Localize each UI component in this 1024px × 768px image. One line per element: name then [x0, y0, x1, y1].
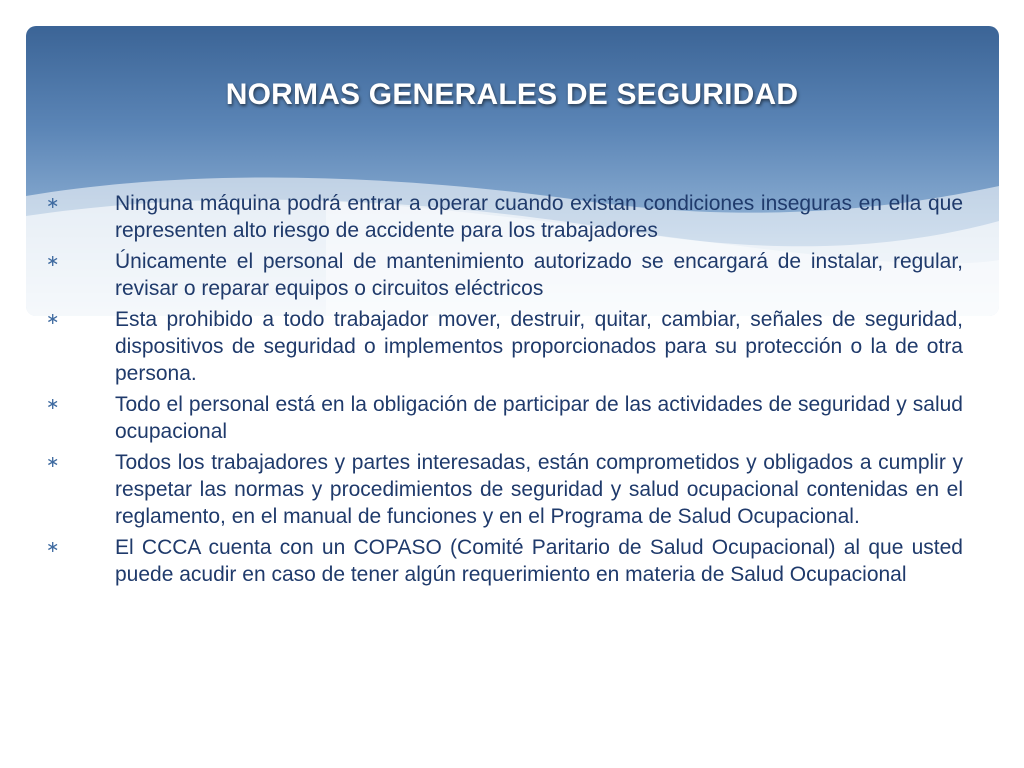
- bullet-text: Esta prohibido a todo trabajador mover, destruir, quitar, cambiar, señales de seguridad, dispositivos de seguridad o implementos proporcionados para su protección o la de otra persona.: [115, 308, 963, 385]
- bullet-text: Todo el personal está en la obligación de participar de las actividades de seguridad y salud ocupacional: [115, 393, 963, 443]
- slide-title: NORMAS GENERALES DE SEGURIDAD: [225, 78, 799, 111]
- bullet-text: El CCCA cuenta con un COPASO (Comité Paritario de Salud Ocupacional) al que usted puede acudir en caso de tener algún requerimiento en materia de Salud Ocupacional: [115, 536, 963, 586]
- bullet-marker-icon: ∗: [46, 396, 60, 413]
- bullet-item: [40, 391, 963, 445]
- bullet-marker-icon: ∗: [46, 253, 60, 270]
- bullet-text: Únicamente el personal de mantenimiento autorizado se encargará de instalar, regular, revisar o reparar equipos o circuitos eléctricos: [115, 250, 963, 300]
- bullet-marker-icon: ∗: [46, 539, 60, 556]
- bullet-marker-icon: ∗: [46, 195, 60, 212]
- bullet-item: [40, 534, 963, 588]
- bullet-item: [40, 190, 963, 244]
- bullet-marker-icon: ∗: [46, 311, 60, 328]
- bullet-list: [40, 190, 963, 592]
- bullet-item: [40, 306, 963, 387]
- bullet-item: [40, 449, 963, 530]
- bullet-marker-icon: ∗: [46, 454, 60, 471]
- bullet-text: Ninguna máquina podrá entrar a operar cuando existan condiciones inseguras en ella que representen alto riesgo de accidente para los trabajadores: [115, 192, 963, 242]
- bullet-item: [40, 248, 963, 302]
- bullet-text: Todos los trabajadores y partes interesadas, están comprometidos y obligados a cumplir y respetar las normas y procedimientos de seguridad y salud ocupacional contenidas en el reglamento, en el manual de funciones y en el Programa de Salud Ocupacional.: [115, 451, 963, 528]
